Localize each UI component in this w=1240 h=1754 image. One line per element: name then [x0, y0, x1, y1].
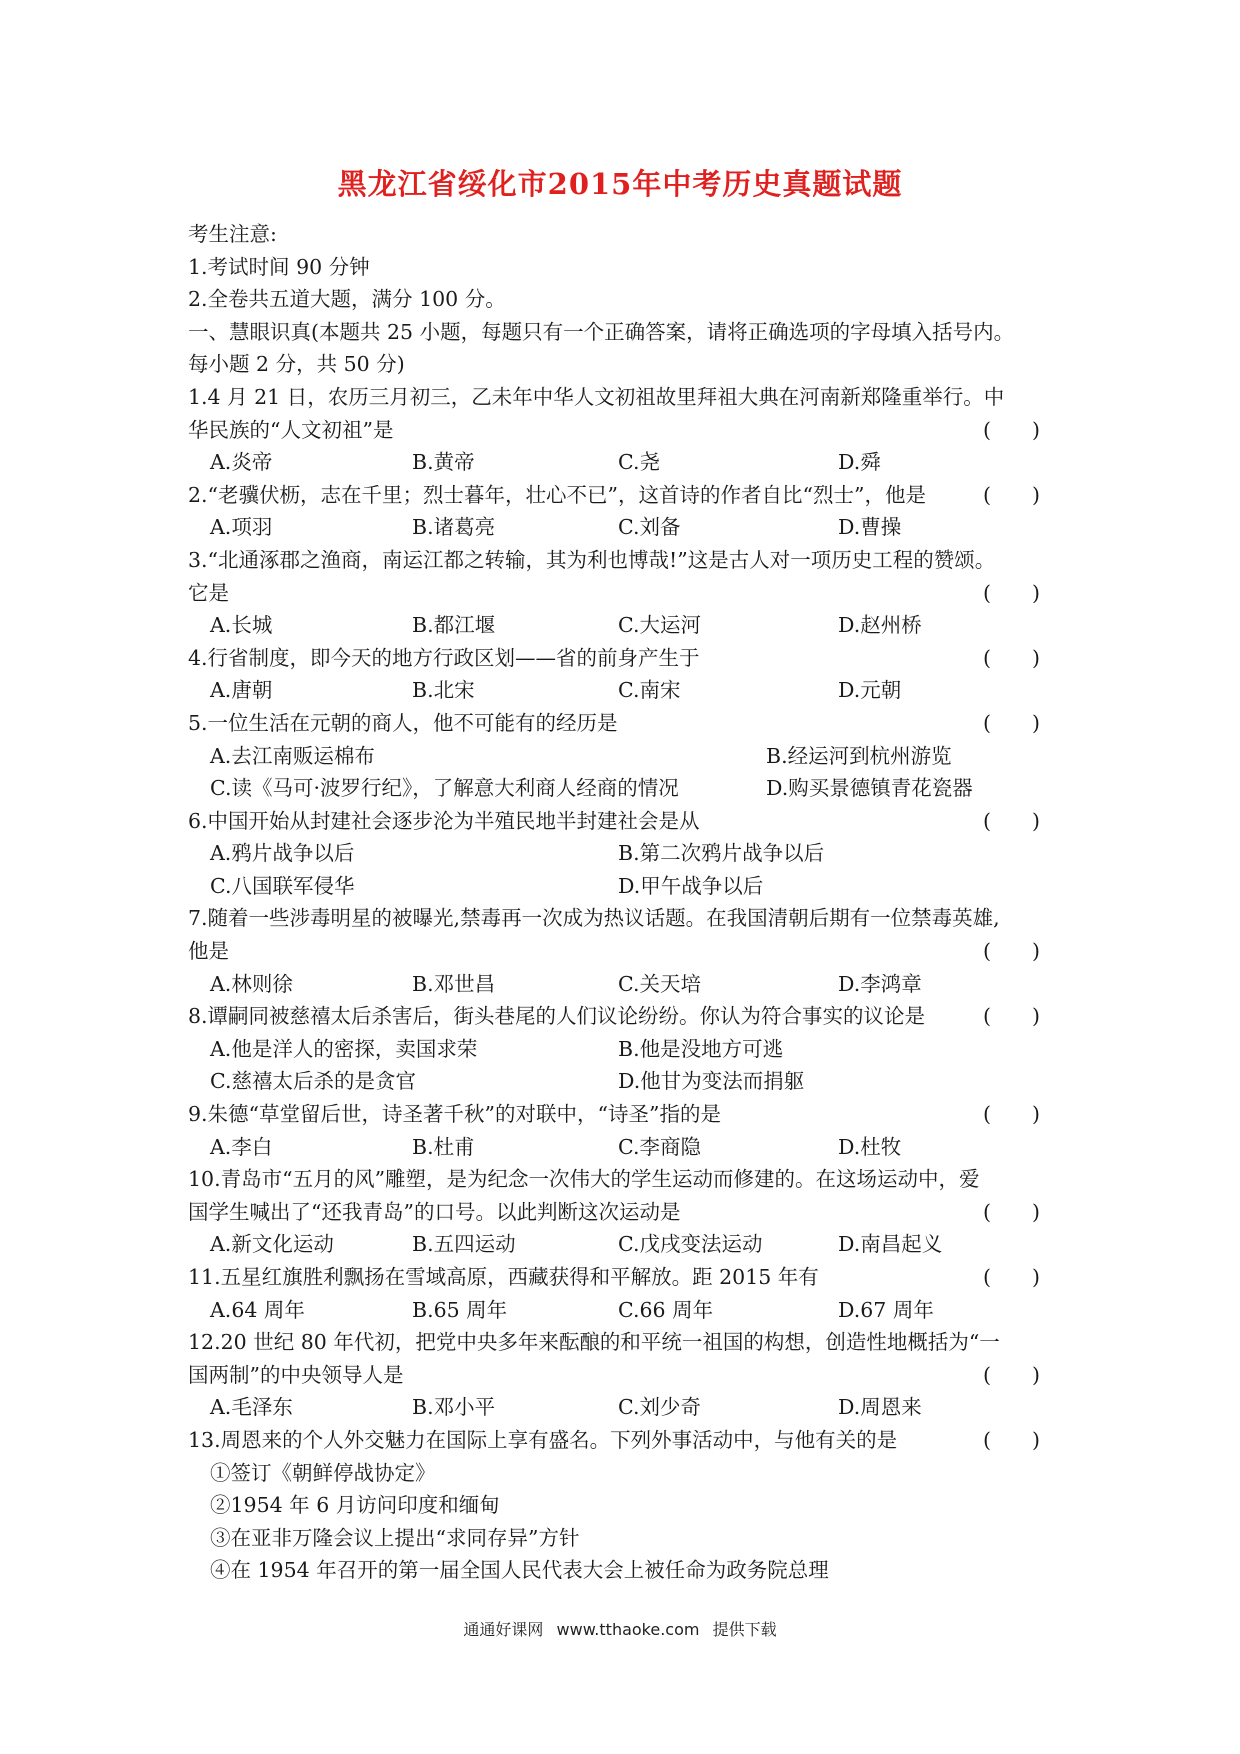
option-b: B.五四运动: [412, 1232, 516, 1257]
statement-item: ④在 1954 年召开的第一届全国人民代表大会上被任命为政务院总理: [210, 1558, 829, 1583]
question-text: 13.周恩来的个人外交魅力在国际上享有盛名。下列外事活动中，与他有关的是: [188, 1427, 898, 1452]
question-text: 国两制”的中央领导人是: [188, 1362, 404, 1387]
option-b: B.都江堰: [412, 613, 496, 638]
page-footer: [0, 1617, 1240, 1640]
option-a: A.去江南贩运棉布: [210, 743, 375, 768]
answer-blank: ( ): [983, 1199, 1040, 1224]
option-d: D.舜: [838, 450, 881, 475]
notice-heading: 考生注意:: [188, 222, 277, 246]
options-row: [188, 837, 1068, 870]
option-a: A.李白: [210, 1134, 273, 1159]
option-b: B.65 周年: [412, 1297, 508, 1322]
option-a: A.毛泽东: [210, 1395, 293, 1420]
question-text: 11.五星红旗胜利飘扬在雪域高原，西藏获得和平解放。距 2015 年有: [188, 1265, 819, 1289]
options-row: [188, 674, 1068, 707]
question-8: [188, 1000, 1068, 1033]
question-text: 4.行省制度，即今天的地方行政区划——省的前身产生于: [188, 645, 700, 670]
options-row: [188, 446, 1068, 479]
question-text: 9.朱德“草堂留后世，诗圣著千秋”的对联中，“诗圣”指的是: [188, 1102, 721, 1127]
options-row: [188, 511, 1068, 544]
option-c: C.大运河: [618, 613, 701, 638]
option-d: D.他甘为变法而捐躯: [618, 1069, 805, 1094]
section-heading: 一、慧眼识真(本题共 25 小题，每题只有一个正确答案，请将正确选项的字母填入括号内。: [188, 319, 1015, 344]
question-text: 他是: [188, 939, 229, 964]
option-a: A.鸦片战争以后: [210, 841, 355, 866]
section-heading-cont: 每小题 2 分，共 50 分): [188, 352, 405, 377]
option-a: A.炎帝: [210, 450, 273, 475]
option-d: D.曹操: [838, 515, 902, 540]
answer-blank: ( ): [983, 645, 1040, 670]
option-b: B.邓小平: [412, 1395, 496, 1420]
option-c: C.刘少奇: [618, 1395, 701, 1420]
option-d: D.周恩来: [838, 1395, 922, 1420]
answer-blank: ( ): [983, 808, 1040, 833]
option-d: D.元朝: [838, 678, 902, 703]
footer-url[interactable]: www.tthaoke.com: [556, 1620, 700, 1639]
question-text: 国学生喊出了“还我青岛”的口号。以此判断这次运动是: [188, 1199, 681, 1224]
answer-blank: ( ): [983, 1102, 1040, 1127]
options-row: [188, 740, 1068, 773]
option-b: B.杜甫: [412, 1134, 475, 1159]
options-row: [188, 1131, 1068, 1164]
option-a: A.新文化运动: [210, 1232, 334, 1257]
option-a: A.唐朝: [210, 678, 273, 703]
option-d: D.赵州桥: [838, 613, 922, 638]
options-row: [188, 870, 1068, 903]
question-9: [188, 1098, 1068, 1131]
question-7-cont: [188, 935, 1068, 968]
answer-blank: ( ): [983, 580, 1040, 605]
option-a: A.项羽: [210, 515, 273, 540]
answer-blank: ( ): [983, 1004, 1040, 1029]
option-c: C.66 周年: [618, 1297, 714, 1322]
option-b: B.诸葛亮: [412, 515, 496, 540]
question-13: [188, 1424, 1068, 1457]
option-c: C.慈禧太后杀的是贪官: [210, 1069, 416, 1094]
question-1: 1.4 月 21 日，农历三月初三，乙未年中华人文初祖故里拜祖大典在河南新郑隆重举行。中: [188, 384, 1005, 409]
question-3: 3.“北通涿郡之渔商，南运江都之转输，其为利也博哉!”这是古人对一项历史工程的赞颂。: [188, 547, 996, 572]
options-row: [188, 968, 1068, 1001]
option-d: D.67 周年: [838, 1297, 934, 1322]
option-b: B.他是没地方可逃: [618, 1036, 784, 1061]
statement-item: ③在亚非万隆会议上提出“求同存异”方针: [210, 1525, 580, 1550]
option-c: C.关天培: [618, 971, 701, 996]
footer-action: 提供下载: [712, 1620, 777, 1639]
question-6: [188, 805, 1068, 838]
question-5: [188, 707, 1068, 740]
options-row: [188, 1294, 1068, 1327]
option-a: A.64 周年: [210, 1297, 305, 1322]
question-1-cont: [188, 414, 1068, 447]
question-12-cont: [188, 1359, 1068, 1392]
option-c: C.戊戌变法运动: [618, 1232, 763, 1257]
question-text: 8.谭嗣同被慈禧太后杀害后，街头巷尾的人们议论纷纷。你认为符合事实的议论是: [188, 1004, 926, 1029]
question-text: 5.一位生活在元朝的商人，他不可能有的经历是: [188, 710, 618, 735]
options-row: [188, 1228, 1068, 1261]
option-c: C.南宋: [618, 678, 681, 703]
answer-blank: ( ): [983, 710, 1040, 735]
option-d: D.购买景德镇青花瓷器: [766, 776, 973, 801]
question-text: 它是: [188, 580, 229, 605]
option-a: A.长城: [210, 613, 273, 638]
option-d: D.李鸿章: [838, 971, 922, 996]
option-c: C.刘备: [618, 515, 681, 540]
question-11: [188, 1261, 1068, 1294]
option-d: D.南昌起义: [838, 1232, 943, 1257]
notice-item: 2.全卷共五道大题，满分 100 分。: [188, 287, 506, 312]
option-a: A.他是洋人的密探，卖国求荣: [210, 1036, 478, 1061]
question-text: 2.“老骥伏枥，志在千里；烈士暮年，壮心不已”，这首诗的作者自比“烈士”，他是: [188, 482, 926, 507]
answer-blank: ( ): [983, 417, 1040, 442]
option-c: C.尧: [618, 450, 660, 475]
page-title: 黑龙江省绥化市2015年中考历史真题试题: [337, 167, 903, 201]
question-7: 7.随着一些涉毒明星的被曝光,禁毒再一次成为热议话题。在我国清朝后期有一位禁毒英雄,: [188, 906, 1000, 931]
options-row: [188, 1033, 1068, 1066]
options-row: [188, 772, 1068, 805]
footer-site-name: 通通好课网: [463, 1620, 544, 1639]
exam-body: [188, 218, 1068, 1587]
option-c: C.八国联军侵华: [210, 873, 355, 898]
option-c: C.读《马可·波罗行纪》，了解意大利商人经商的情况: [210, 776, 679, 801]
statement-item: ①签订《朝鲜停战协定》: [210, 1460, 436, 1485]
option-b: B.第二次鸦片战争以后: [618, 841, 825, 866]
answer-blank: ( ): [983, 482, 1040, 507]
option-b: B.黄帝: [412, 450, 475, 475]
answer-blank: ( ): [983, 1427, 1040, 1452]
options-row: [188, 1391, 1068, 1424]
option-a: A.林则徐: [210, 971, 293, 996]
question-12: 12.20 世纪 80 年代初，把党中央多年来酝酿的和平统一祖国的构想，创造性地概括为“一: [188, 1330, 1000, 1355]
question-10-cont: [188, 1196, 1068, 1229]
question-3-cont: [188, 577, 1068, 610]
statement-item: ②1954 年 6 月访问印度和缅甸: [210, 1493, 500, 1518]
option-b: B.邓世昌: [412, 971, 496, 996]
answer-blank: ( ): [983, 1362, 1040, 1387]
question-text: 6.中国开始从封建社会逐步沦为半殖民地半封建社会是从: [188, 808, 700, 833]
option-b: B.北宋: [412, 678, 475, 703]
answer-blank: ( ): [983, 1265, 1040, 1289]
question-4: [188, 642, 1068, 675]
option-b: B.经运河到杭州游览: [766, 743, 952, 768]
answer-blank: ( ): [983, 939, 1040, 964]
option-d: D.甲午战争以后: [618, 873, 764, 898]
question-2: [188, 479, 1068, 512]
question-text: 华民族的“人文初祖”是: [188, 417, 394, 442]
option-c: C.李商隐: [618, 1134, 701, 1159]
options-row: [188, 609, 1068, 642]
option-d: D.杜牧: [838, 1134, 902, 1159]
options-row: [188, 1065, 1068, 1098]
question-10: 10.青岛市“五月的风”雕塑，是为纪念一次伟大的学生运动而修建的。在这场运动中，爱: [188, 1167, 980, 1192]
notice-item: 1.考试时间 90 分钟: [188, 254, 370, 279]
